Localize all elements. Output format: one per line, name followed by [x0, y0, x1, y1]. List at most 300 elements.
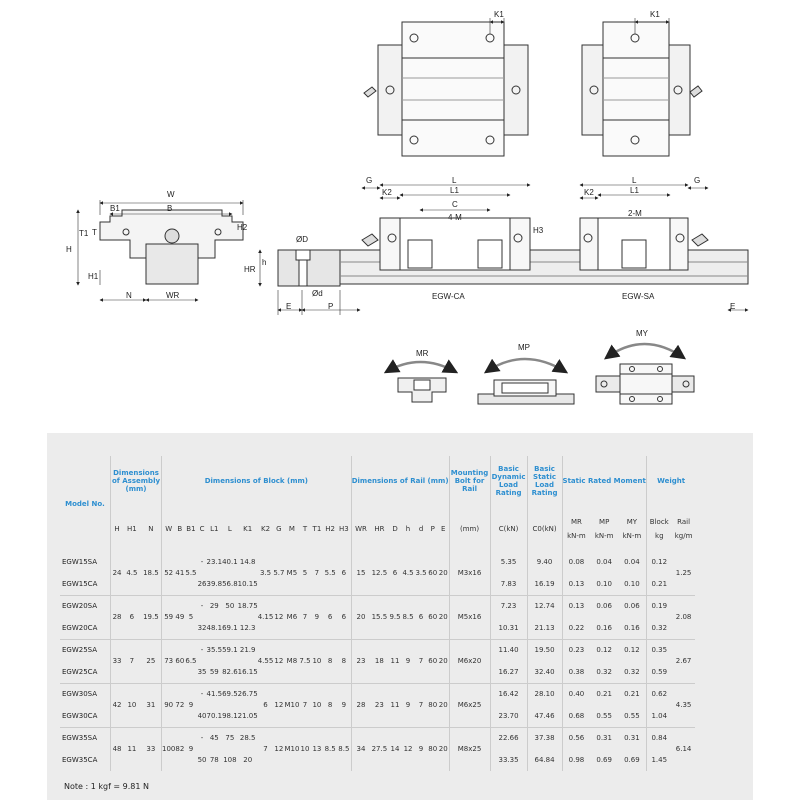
- cell-mp: 0.06: [590, 595, 618, 617]
- cell-d: 14: [389, 727, 402, 771]
- subhead-h: h: [405, 524, 411, 533]
- cell-block: 0.12: [646, 551, 671, 573]
- cell-mp: 0.10: [596, 579, 612, 588]
- cell-l: 50: [222, 595, 238, 617]
- subhead-hr: HR: [374, 524, 385, 533]
- cell-model: EGW25CA: [62, 667, 98, 676]
- cell-b: 72: [175, 683, 184, 727]
- cell-t: 7: [299, 683, 310, 727]
- cell-p: 60: [428, 568, 438, 577]
- cell-k1: 26.75: [238, 683, 258, 705]
- cell-c: -: [198, 639, 207, 661]
- subhead-e: E: [441, 524, 446, 533]
- cell-l: 56.8: [222, 579, 238, 588]
- cell-h1: 11: [123, 727, 141, 771]
- subhead-rail: [672, 506, 696, 551]
- cell-mp: 0.69: [596, 756, 612, 764]
- cell-h: 28: [111, 595, 124, 639]
- cell-n: 33: [141, 727, 162, 771]
- dim-k2-sa: K2: [584, 188, 594, 197]
- cell-rail-weight: 2.67: [672, 639, 696, 683]
- subhead-p: P: [430, 524, 435, 533]
- cell-h3: 8.5: [337, 727, 351, 771]
- cell-my: 0.69: [624, 756, 640, 764]
- cell-h3: 9: [337, 683, 351, 727]
- cell-k1: 16.15: [237, 667, 258, 676]
- cell-l: 59.1: [222, 639, 238, 661]
- cell-m: M6: [284, 595, 299, 639]
- cell-t1: 7: [314, 568, 320, 577]
- dim-h1: H1: [88, 272, 99, 281]
- front-section-view: [78, 200, 243, 300]
- cell-l: 108: [223, 756, 237, 764]
- cell-dynamic: 33.35: [490, 749, 527, 771]
- top-view-ca-block: [364, 18, 528, 156]
- cell-l: 69.5: [222, 683, 238, 705]
- cell-wr: 15: [351, 551, 370, 595]
- cell-h: 8.5: [402, 595, 415, 639]
- subhead-g: G: [276, 524, 282, 533]
- cell-l1: 48.1: [206, 623, 223, 632]
- cell-t1: 13: [311, 727, 324, 771]
- dim-e-right: E: [730, 302, 736, 311]
- cell-hr: 27.5: [370, 727, 388, 771]
- cell-block: 1.45: [646, 749, 671, 771]
- cell-mp: 0.04: [596, 558, 612, 566]
- subhead-n: N: [148, 524, 154, 533]
- cell-c: -: [198, 683, 207, 705]
- cell-n: 19.5: [141, 595, 162, 639]
- subhead-l1: L1: [210, 524, 219, 533]
- dim-hr: HR: [244, 265, 256, 274]
- subhead-mr-label: MR: [570, 517, 582, 526]
- dim-phi-d: Ød: [312, 289, 323, 298]
- caption-egw-ca: EGW-CA: [432, 292, 465, 301]
- cell-h3: 6: [341, 568, 347, 577]
- subhead-m: M: [288, 524, 295, 533]
- cell-k2: 4.55: [258, 639, 274, 683]
- dim-t: T: [92, 228, 97, 237]
- cell-k2: 6: [258, 683, 274, 727]
- subhead-l: L: [227, 524, 232, 533]
- subhead-wr: WR: [351, 506, 370, 551]
- subhead-k1: K1: [243, 524, 253, 533]
- cell-b1: 9: [184, 727, 197, 771]
- cell-l: 82.6: [222, 667, 238, 676]
- cell-static: 37.38: [527, 727, 562, 749]
- cell-dynamic: 7.83: [490, 573, 527, 595]
- subhead-b: B: [177, 524, 183, 533]
- cell-h2: 8.5: [323, 727, 337, 771]
- label-my: MY: [636, 329, 648, 338]
- cell-b: 41: [175, 568, 185, 577]
- cell-model: EGW20SA: [60, 595, 111, 617]
- cell-l1: 35.5: [206, 639, 222, 661]
- cell-static: 19.50: [527, 639, 562, 661]
- cell-l1: 39.8: [206, 579, 223, 588]
- subhead-b1: B1: [186, 524, 196, 533]
- cell-w: 100: [162, 727, 176, 771]
- cell-block: 0.32: [646, 617, 671, 639]
- cell-n: 31: [141, 683, 162, 727]
- table-row: [60, 683, 695, 705]
- cell-t: 7.5: [299, 639, 310, 683]
- cell-static: 47.46: [527, 705, 562, 727]
- col-block: Dimensions of Block (mm): [162, 456, 352, 506]
- cell-mr: 0.38: [562, 661, 590, 683]
- cell-c: -: [198, 595, 207, 617]
- subhead-d: d: [418, 524, 424, 533]
- cell-h1: 6: [123, 595, 141, 639]
- dim-l-sa: L: [632, 176, 637, 185]
- subhead-h1: H1: [127, 524, 137, 533]
- cell-block: 1.04: [646, 705, 671, 727]
- dim-k1-sa: K1: [650, 10, 660, 19]
- cell-hr: 12.5: [371, 568, 388, 577]
- cell-h: 24: [111, 551, 124, 595]
- cell-k1: 18.75: [238, 595, 258, 617]
- cell-mr: 0.08: [562, 551, 590, 573]
- cell-w: 59: [162, 595, 176, 639]
- cell-bolt: M6x25: [449, 683, 490, 727]
- dim-2m-sa: 2-M: [628, 209, 642, 218]
- cell-model: EGW35CA: [62, 756, 98, 764]
- cell-bolt: M8x25: [449, 727, 490, 771]
- subhead-k2: K2: [260, 524, 271, 533]
- cell-t1: 10: [311, 639, 324, 683]
- cell-b1: 9: [184, 683, 197, 727]
- subhead-block: [646, 506, 671, 551]
- cell-n: 25: [141, 639, 162, 683]
- cell-w: 73: [162, 639, 176, 683]
- cell-d: 7: [415, 639, 428, 683]
- cell-l1: 41.5: [206, 683, 222, 705]
- subhead-h: H: [111, 506, 124, 551]
- dim-h-small: h: [262, 258, 267, 267]
- subhead-my: [618, 506, 646, 551]
- cell-k1: 10.15: [237, 579, 258, 588]
- table-row: [60, 639, 695, 661]
- cell-mr: 0.40: [562, 683, 590, 705]
- cell-b1: 5.5: [185, 568, 197, 577]
- moment-mr-diagram: [386, 362, 456, 402]
- cell-e: 20: [438, 568, 448, 577]
- cell-model: EGW15CA: [62, 579, 98, 588]
- cell-d: 6: [415, 595, 428, 639]
- col-static: Basic Static Load Rating: [527, 456, 562, 506]
- cell-c: -: [198, 727, 207, 749]
- cell-k1: 20: [243, 756, 253, 764]
- dim-t1: T1: [79, 229, 89, 238]
- spec-table-panel: [47, 433, 753, 800]
- cell-c: 35: [197, 667, 207, 676]
- cell-wr: 34: [351, 727, 370, 771]
- cell-m: M8: [284, 639, 299, 683]
- dim-p: P: [328, 302, 334, 311]
- subhead-block-label: Block: [649, 517, 669, 526]
- subhead-t1: T1: [312, 524, 322, 533]
- cell-t1: 9: [311, 595, 324, 639]
- cell-mr: 0.22: [562, 617, 590, 639]
- cell-d: 11: [389, 639, 402, 683]
- dim-l1-ca: L1: [450, 186, 459, 195]
- cell-h: 33: [111, 639, 124, 683]
- subheader-row: [60, 506, 695, 551]
- subhead-mr: [562, 506, 590, 551]
- cell-t: 5: [302, 568, 308, 577]
- subhead-bolt-unit: (mm): [449, 506, 490, 551]
- cell-l1: 70.1: [206, 711, 223, 720]
- dim-l1-sa: L1: [630, 186, 639, 195]
- cell-t: 7: [299, 595, 310, 639]
- cell-model: EGW30CA: [62, 711, 98, 720]
- cell-t: 10: [299, 727, 310, 771]
- cell-e: 20: [438, 639, 449, 683]
- cell-rail-weight: 2.08: [672, 595, 696, 639]
- dim-h3-ca: H3: [533, 226, 544, 235]
- caption-egw-sa: EGW-SA: [622, 292, 655, 301]
- cell-my: 0.04: [624, 558, 640, 566]
- table-row: [60, 551, 695, 573]
- cell-static: 9.40: [527, 551, 562, 573]
- cell-my: 0.10: [624, 579, 640, 588]
- cell-g: 12: [273, 727, 284, 771]
- col-model: Model No.: [65, 499, 105, 508]
- cell-mp: 0.31: [590, 727, 618, 749]
- cell-my: 0.55: [624, 711, 640, 720]
- cell-e: 20: [438, 727, 449, 771]
- cell-my: 0.12: [618, 639, 646, 661]
- cell-l1: 23.1: [206, 558, 223, 566]
- cell-m: M5: [286, 568, 298, 577]
- cell-bolt: M3x16: [449, 551, 490, 595]
- cell-mp: 0.12: [590, 639, 618, 661]
- subhead-my-unit: kN-m: [622, 531, 642, 540]
- cell-mp: 0.32: [596, 667, 612, 676]
- cell-e: 20: [438, 595, 449, 639]
- dim-4m-ca: 4-M: [448, 213, 462, 222]
- dim-b1: B1: [110, 204, 120, 213]
- cell-m: M10: [284, 727, 299, 771]
- cell-static: 32.40: [527, 661, 562, 683]
- moment-my-diagram: [596, 344, 694, 404]
- subhead-t: T: [302, 524, 308, 533]
- cell-my: 0.31: [618, 727, 646, 749]
- cell-block: 0.35: [646, 639, 671, 661]
- cell-p: 80: [428, 683, 438, 727]
- cell-mr: 0.23: [562, 639, 590, 661]
- cell-h: 42: [111, 683, 124, 727]
- cell-d: 11: [389, 683, 402, 727]
- subhead-h3: H3: [339, 524, 349, 533]
- cell-p: 80: [428, 727, 438, 771]
- cell-mr: 0.13: [562, 595, 590, 617]
- table-row: [60, 595, 695, 617]
- cell-c: -: [200, 558, 204, 566]
- cell-n: 18.5: [143, 568, 159, 577]
- spec-table-body: [60, 551, 695, 771]
- cell-block: 0.21: [646, 573, 671, 595]
- cell-l1: 29: [206, 595, 222, 617]
- subhead-d: D: [392, 524, 398, 533]
- cell-h2: 8: [323, 639, 337, 683]
- cell-model: EGW30SA: [60, 683, 111, 705]
- cell-p: 60: [428, 595, 438, 639]
- dim-h: H: [66, 245, 72, 254]
- cell-hr: 18: [370, 639, 388, 683]
- dim-n: N: [126, 291, 132, 300]
- cell-w: 90: [162, 683, 176, 727]
- top-view-sa-block: [582, 18, 702, 156]
- label-mr: MR: [416, 349, 429, 358]
- cell-h1: 7: [123, 639, 141, 683]
- cell-dynamic: 23.70: [490, 705, 527, 727]
- cell-h2: 5.5: [324, 568, 336, 577]
- cell-h: 48: [111, 727, 124, 771]
- cell-b: 60: [175, 639, 184, 683]
- cell-p: 60: [428, 639, 438, 683]
- cell-bolt: M5x16: [449, 595, 490, 639]
- cell-block: 0.59: [646, 661, 671, 683]
- cell-k1: 21.05: [237, 711, 258, 720]
- moment-mp-diagram: [478, 359, 574, 404]
- cell-mr: 0.98: [562, 749, 590, 771]
- subhead-h2: H2: [325, 524, 335, 533]
- cell-mr: 0.56: [562, 727, 590, 749]
- subhead-mp-label: MP: [599, 517, 610, 526]
- col-rail: Dimensions of Rail (mm): [351, 456, 449, 506]
- dim-w: W: [167, 190, 175, 199]
- cell-hr: 15.5: [370, 595, 388, 639]
- cell-bolt: M6x20: [449, 639, 490, 683]
- cell-h2: 8: [323, 683, 337, 727]
- cell-k1: 14.8: [239, 558, 256, 566]
- cell-rail-weight: 6.14: [672, 727, 696, 771]
- cell-k2: 4.15: [258, 595, 274, 639]
- cell-w: 52: [162, 551, 176, 595]
- dim-g-sa: G: [694, 176, 701, 185]
- cell-dynamic: 5.35: [490, 551, 527, 573]
- dim-g-ca: G: [366, 176, 373, 185]
- subhead-my-label: MY: [626, 517, 638, 526]
- cell-model: EGW35SA: [60, 727, 111, 749]
- cell-dynamic: 16.27: [490, 661, 527, 683]
- cell-rail-weight: 4.35: [672, 683, 696, 727]
- dim-h2: H2: [237, 223, 248, 232]
- cell-d: 9: [415, 727, 428, 771]
- cell-mr: 0.68: [562, 705, 590, 727]
- cell-mp: 0.21: [590, 683, 618, 705]
- cell-model: EGW15SA: [62, 558, 98, 566]
- cell-hr: 23: [370, 683, 388, 727]
- cell-c: 26: [197, 579, 207, 588]
- dim-c-ca: C: [452, 200, 458, 209]
- cell-k1: 28.5: [238, 727, 258, 749]
- label-mp: MP: [518, 343, 530, 352]
- cell-g: 5.7: [273, 568, 285, 577]
- subhead-c: C: [199, 524, 205, 533]
- cell-k1: 21.9: [238, 639, 258, 661]
- dim-phi-D: ØD: [296, 235, 308, 244]
- cell-dynamic: 7.23: [490, 595, 527, 617]
- cell-g: 12: [273, 639, 284, 683]
- cell-d: 9.5: [389, 595, 402, 639]
- col-assembly: Dimensions of Assembly (mm): [111, 456, 162, 506]
- cell-h1: 10: [123, 683, 141, 727]
- cell-h3: 6: [337, 595, 351, 639]
- cell-l: 40.1: [222, 558, 238, 566]
- cell-m: M10: [284, 683, 299, 727]
- cell-d: 3.5: [415, 568, 427, 577]
- cell-my: 0.21: [618, 683, 646, 705]
- cell-mp: 0.16: [596, 623, 612, 632]
- cell-l1: 78: [209, 756, 219, 764]
- cell-block: 0.19: [646, 595, 671, 617]
- cell-model: EGW25SA: [60, 639, 111, 661]
- cell-l: 69.1: [222, 623, 238, 632]
- dim-b: B: [167, 204, 173, 213]
- subhead-mp: [590, 506, 618, 551]
- cell-h: 4.5: [402, 568, 414, 577]
- cell-b: 82: [175, 727, 184, 771]
- cell-b: 49: [175, 595, 184, 639]
- subhead-c0-unit: C0(kN): [527, 506, 562, 551]
- cell-dynamic: 11.40: [490, 639, 527, 661]
- dim-k2-ca: K2: [382, 188, 392, 197]
- cell-k2: 3.5: [259, 568, 272, 577]
- subhead-mp-unit: kN-m: [594, 531, 614, 540]
- cell-c: 50: [197, 756, 207, 764]
- cell-h2: 6: [323, 595, 337, 639]
- cell-h: 12: [402, 727, 415, 771]
- subhead-rail-unit: kg/m: [674, 531, 693, 540]
- cell-dynamic: 10.31: [490, 617, 527, 639]
- cell-mr: 0.13: [562, 573, 590, 595]
- cell-l: 98.1: [222, 711, 238, 720]
- dim-l-ca: L: [452, 176, 457, 185]
- cell-e: 20: [438, 683, 449, 727]
- col-bolt: Mounting Bolt for Rail: [449, 456, 490, 506]
- cell-c: 32: [197, 623, 207, 632]
- unit-note: Note : 1 kgf = 9.81 N: [64, 782, 150, 791]
- subhead-block-unit: kg: [655, 531, 664, 540]
- dim-k1-ca: K1: [494, 10, 504, 19]
- cell-g: 12: [273, 595, 284, 639]
- cell-h1: 4.5: [126, 568, 138, 577]
- subhead-rail-label: Rail: [677, 517, 691, 526]
- cell-wr: 28: [351, 683, 370, 727]
- col-moment: Static Rated Moment: [562, 456, 646, 506]
- cell-static: 64.84: [527, 749, 562, 771]
- cell-h: 9: [402, 639, 415, 683]
- col-dynamic: Basic Dynamic Load Rating: [490, 456, 527, 506]
- cell-wr: 23: [351, 639, 370, 683]
- cell-h3: 8: [337, 639, 351, 683]
- cell-static: 16.19: [527, 573, 562, 595]
- cell-t1: 10: [311, 683, 324, 727]
- dim-wr: WR: [166, 291, 180, 300]
- cell-c: 40: [197, 711, 207, 720]
- cell-h: 9: [402, 683, 415, 727]
- cell-b1: 6.5: [184, 639, 197, 683]
- cell-dynamic: 22.66: [490, 727, 527, 749]
- col-weight: Weight: [646, 456, 695, 506]
- cell-dynamic: 16.42: [490, 683, 527, 705]
- cell-k2: 7: [258, 727, 274, 771]
- cell-model: EGW20CA: [62, 623, 98, 632]
- spec-table: [60, 456, 695, 771]
- cell-rail-weight: 1.25: [675, 568, 692, 577]
